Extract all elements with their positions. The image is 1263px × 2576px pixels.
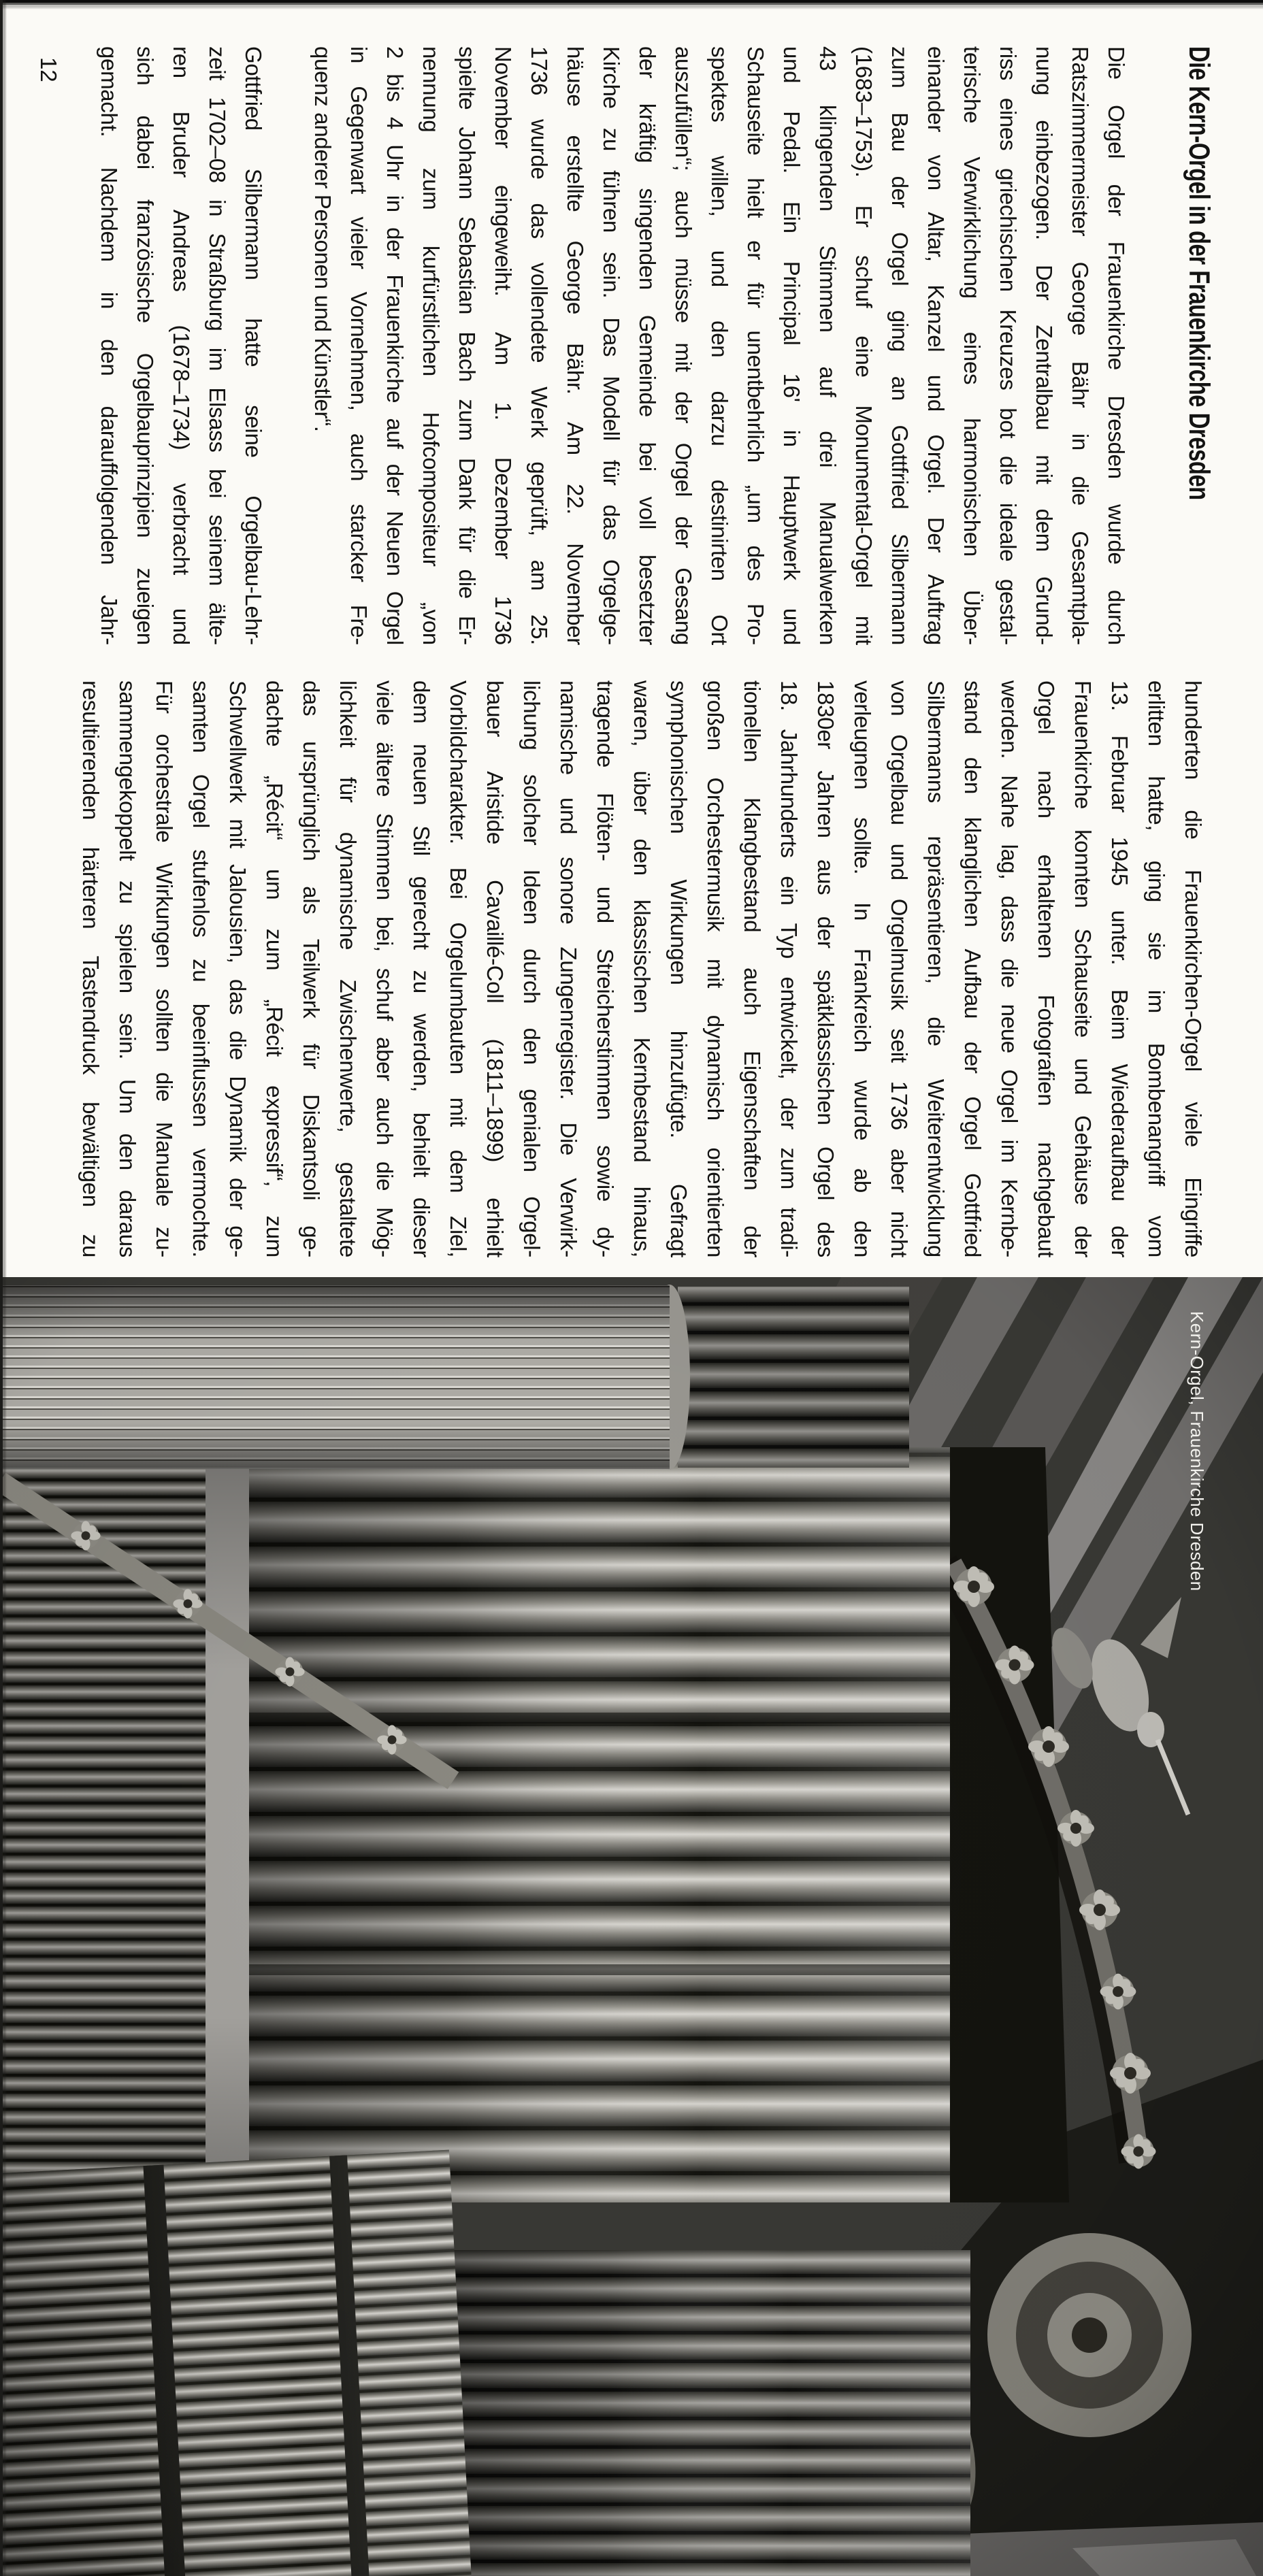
photo-vignette	[0, 1277, 1263, 2576]
text-line: riss eines griechischen Kreuzes bot die ideale gestal-	[996, 46, 1021, 645]
text-line: sich dabei französische Orgelbauprinzipien zueigen	[133, 46, 158, 645]
text-line: 18. Jahrhunderts ein Typ entwickelt, der zum tradi-	[776, 680, 802, 1257]
text-line: bauer Aristide Cavaillé-Coll (1811–1899) erhielt	[482, 680, 508, 1257]
text-line: 2 bis 4 Uhr in der Frauenkirche auf der Neuen Orgel	[382, 46, 408, 645]
text-line: stand den klanglichen Aufbau der Orgel Gottfried	[960, 680, 985, 1257]
text-line: waren, über den klassischen Kernbestand hinaus,	[629, 680, 655, 1257]
text-column-1	[91, 46, 1134, 645]
text-line: auszufüllen“; auch müsse mit der Orgel der Gesang	[671, 46, 696, 645]
text-line: gemacht. Nachdem in den darauffolgenden Jahr-	[97, 46, 122, 645]
text-line: häuse erstellte George Bähr. Am 22. November	[563, 46, 588, 645]
text-line: sammengekoppelt zu spielen sein. Um den daraus	[115, 680, 140, 1257]
text-line: resultierenden härteren Tastendruck bewältigen zu	[78, 680, 103, 1257]
text-line: Kirche zu führen sein. Das Modell für das Orgelge-	[599, 46, 624, 645]
text-line: 13. Februar 1945 unter. Beim Wiederaufbau der	[1107, 680, 1132, 1257]
text-line: Vorbildcharakter. Bei Orgelumbauten mit dem Ziel,	[446, 680, 471, 1257]
text-line: terische Verwirklichung eines harmonischen Über-	[959, 46, 985, 645]
text-line: Frauenkirche konnten Schauseite und Gehäuse der	[1070, 680, 1096, 1257]
text-line: 1830er Jahren aus der spätklassischen Orgel des	[813, 680, 838, 1257]
text-line: nung einbezogen. Der Zentralbau mit dem Grund-	[1032, 46, 1057, 645]
text-line: lichung solcher Ideen durch den genialen Orgel-	[519, 680, 544, 1257]
text-line: (1683–1753). Er schuf eine Monumental-Orgel mit	[851, 46, 876, 645]
text-line: großen Orchestermusik mit dynamisch orientierten	[703, 680, 728, 1257]
text-line: ren Bruder Andreas (1678–1734) verbracht und	[169, 46, 194, 645]
text-line: hunderten die Frauenkirchen-Orgel viele Eingriffe	[1181, 680, 1206, 1257]
text-line: tionellen Klangbestand auch Eigenschaften der	[740, 680, 765, 1257]
text-line: einander von Altar, Kanzel und Orgel. Der Auftrag	[923, 46, 949, 645]
text-line: verleugnen sollte. In Frankreich wurde ab den	[850, 680, 875, 1257]
text-page	[0, 0, 1263, 1277]
text-line: dachte „Récit“ um zum „Récit expressif“, zum	[262, 680, 287, 1257]
text-line: der kräftig singenden Gemeinde bei voll besetzter	[635, 46, 660, 645]
text-line: 43 klingenden Stimmen auf drei Manualwerken	[815, 46, 840, 645]
text-line: November eingeweiht. Am 1. Dezember 1736	[491, 46, 516, 645]
page-number: 12	[36, 57, 61, 82]
page-title: Die Kern-Orgel in der Frauenkirche Dresden	[1183, 46, 1215, 500]
scan-edge-spine	[0, 0, 1263, 10]
text-line: Orgel nach erhaltenen Fotografien nachgebaut	[1034, 680, 1059, 1257]
text-line: werden. Nahe lag, dass die neue Orgel im Kernbe-	[997, 680, 1022, 1257]
text-line: dem neuen Stil gerecht zu werden, behielt dieser	[409, 680, 434, 1257]
text-line: 1736 wurde das vollendete Werk geprüft, am 25.	[527, 46, 552, 645]
text-line: Silbermanns repräsentieren, die Weiterentwicklung	[923, 680, 949, 1257]
text-line: spektes willen, und den darzu destinirten Ort	[707, 46, 732, 645]
text-line: und Pedal. Ein Principal 16' in Hauptwerk und	[779, 46, 804, 645]
text-line: tragende Flöten- und Streicherstimmen sowie dy-	[593, 680, 618, 1257]
text-line: samten Orgel stufenlos zu beeinflussen vermochte.	[188, 680, 214, 1257]
paragraph	[305, 46, 1134, 645]
photo-page	[0, 1277, 1263, 2576]
text-line: Schwellwerk mit Jalousien, das die Dynamik der ge-	[225, 680, 250, 1257]
text-line: Für orchestrale Wirkungen sollten die Manuale zu-	[152, 680, 177, 1257]
paragraph	[91, 46, 272, 645]
text-line: das ursprünglich als Teilwerk für Diskantsoli ge-	[299, 680, 324, 1257]
text-line: Ratszimmermeister George Bähr in die Gesamtpla-	[1068, 46, 1093, 645]
text-column-2	[72, 680, 1211, 1257]
scan-edge-foot	[0, 0, 7, 2576]
organ-photo-illustration	[0, 1277, 1263, 2576]
text-line: zeit 1702–08 in Straßburg im Elsass bei seinem älte-	[205, 46, 230, 645]
text-line: nennung zum kurfürstlichen Hofcompositeur „von	[419, 46, 444, 645]
text-line: Schauseite hielt er für unentbehrlich „um des Pro-	[743, 46, 768, 645]
text-line: in Gegenwart vieler Vornehmen, auch starcker Fre-	[346, 46, 372, 645]
text-line: spielte Johann Sebastian Bach zum Dank für die Er-	[455, 46, 480, 645]
paragraph	[72, 680, 1211, 1257]
text-line: viele ältere Stimmen bei, schuf aber auch die Mög-	[372, 680, 397, 1257]
text-line: von Orgelbau und Orgelmusik seit 1736 aber nicht	[887, 680, 912, 1257]
photo-caption: Kern-Orgel, Frauenkirche Dresden	[1187, 1311, 1207, 1591]
text-line: Die Orgel der Frauenkirche Dresden wurde durch	[1104, 46, 1129, 645]
text-line: Gottfried Silbermann hatte seine Orgelbau-Lehr-	[241, 46, 266, 645]
text-line: symphonischen Wirkungen hinzufügte. Gefragt	[666, 680, 691, 1257]
text-line: namische und sonore Zungenregister. Die Verwirk-	[556, 680, 581, 1257]
text-line: zum Bau der Orgel ging an Gottfried Silbermann	[887, 46, 913, 645]
text-line: erlitten hatte, ging sie im Bombenangriff vom	[1144, 680, 1169, 1257]
text-line: quenz anderer Personen und Künstler“.	[310, 46, 335, 432]
text-line: lichkeit für dynamische Zwischenwerte, gestaltete	[335, 680, 361, 1257]
